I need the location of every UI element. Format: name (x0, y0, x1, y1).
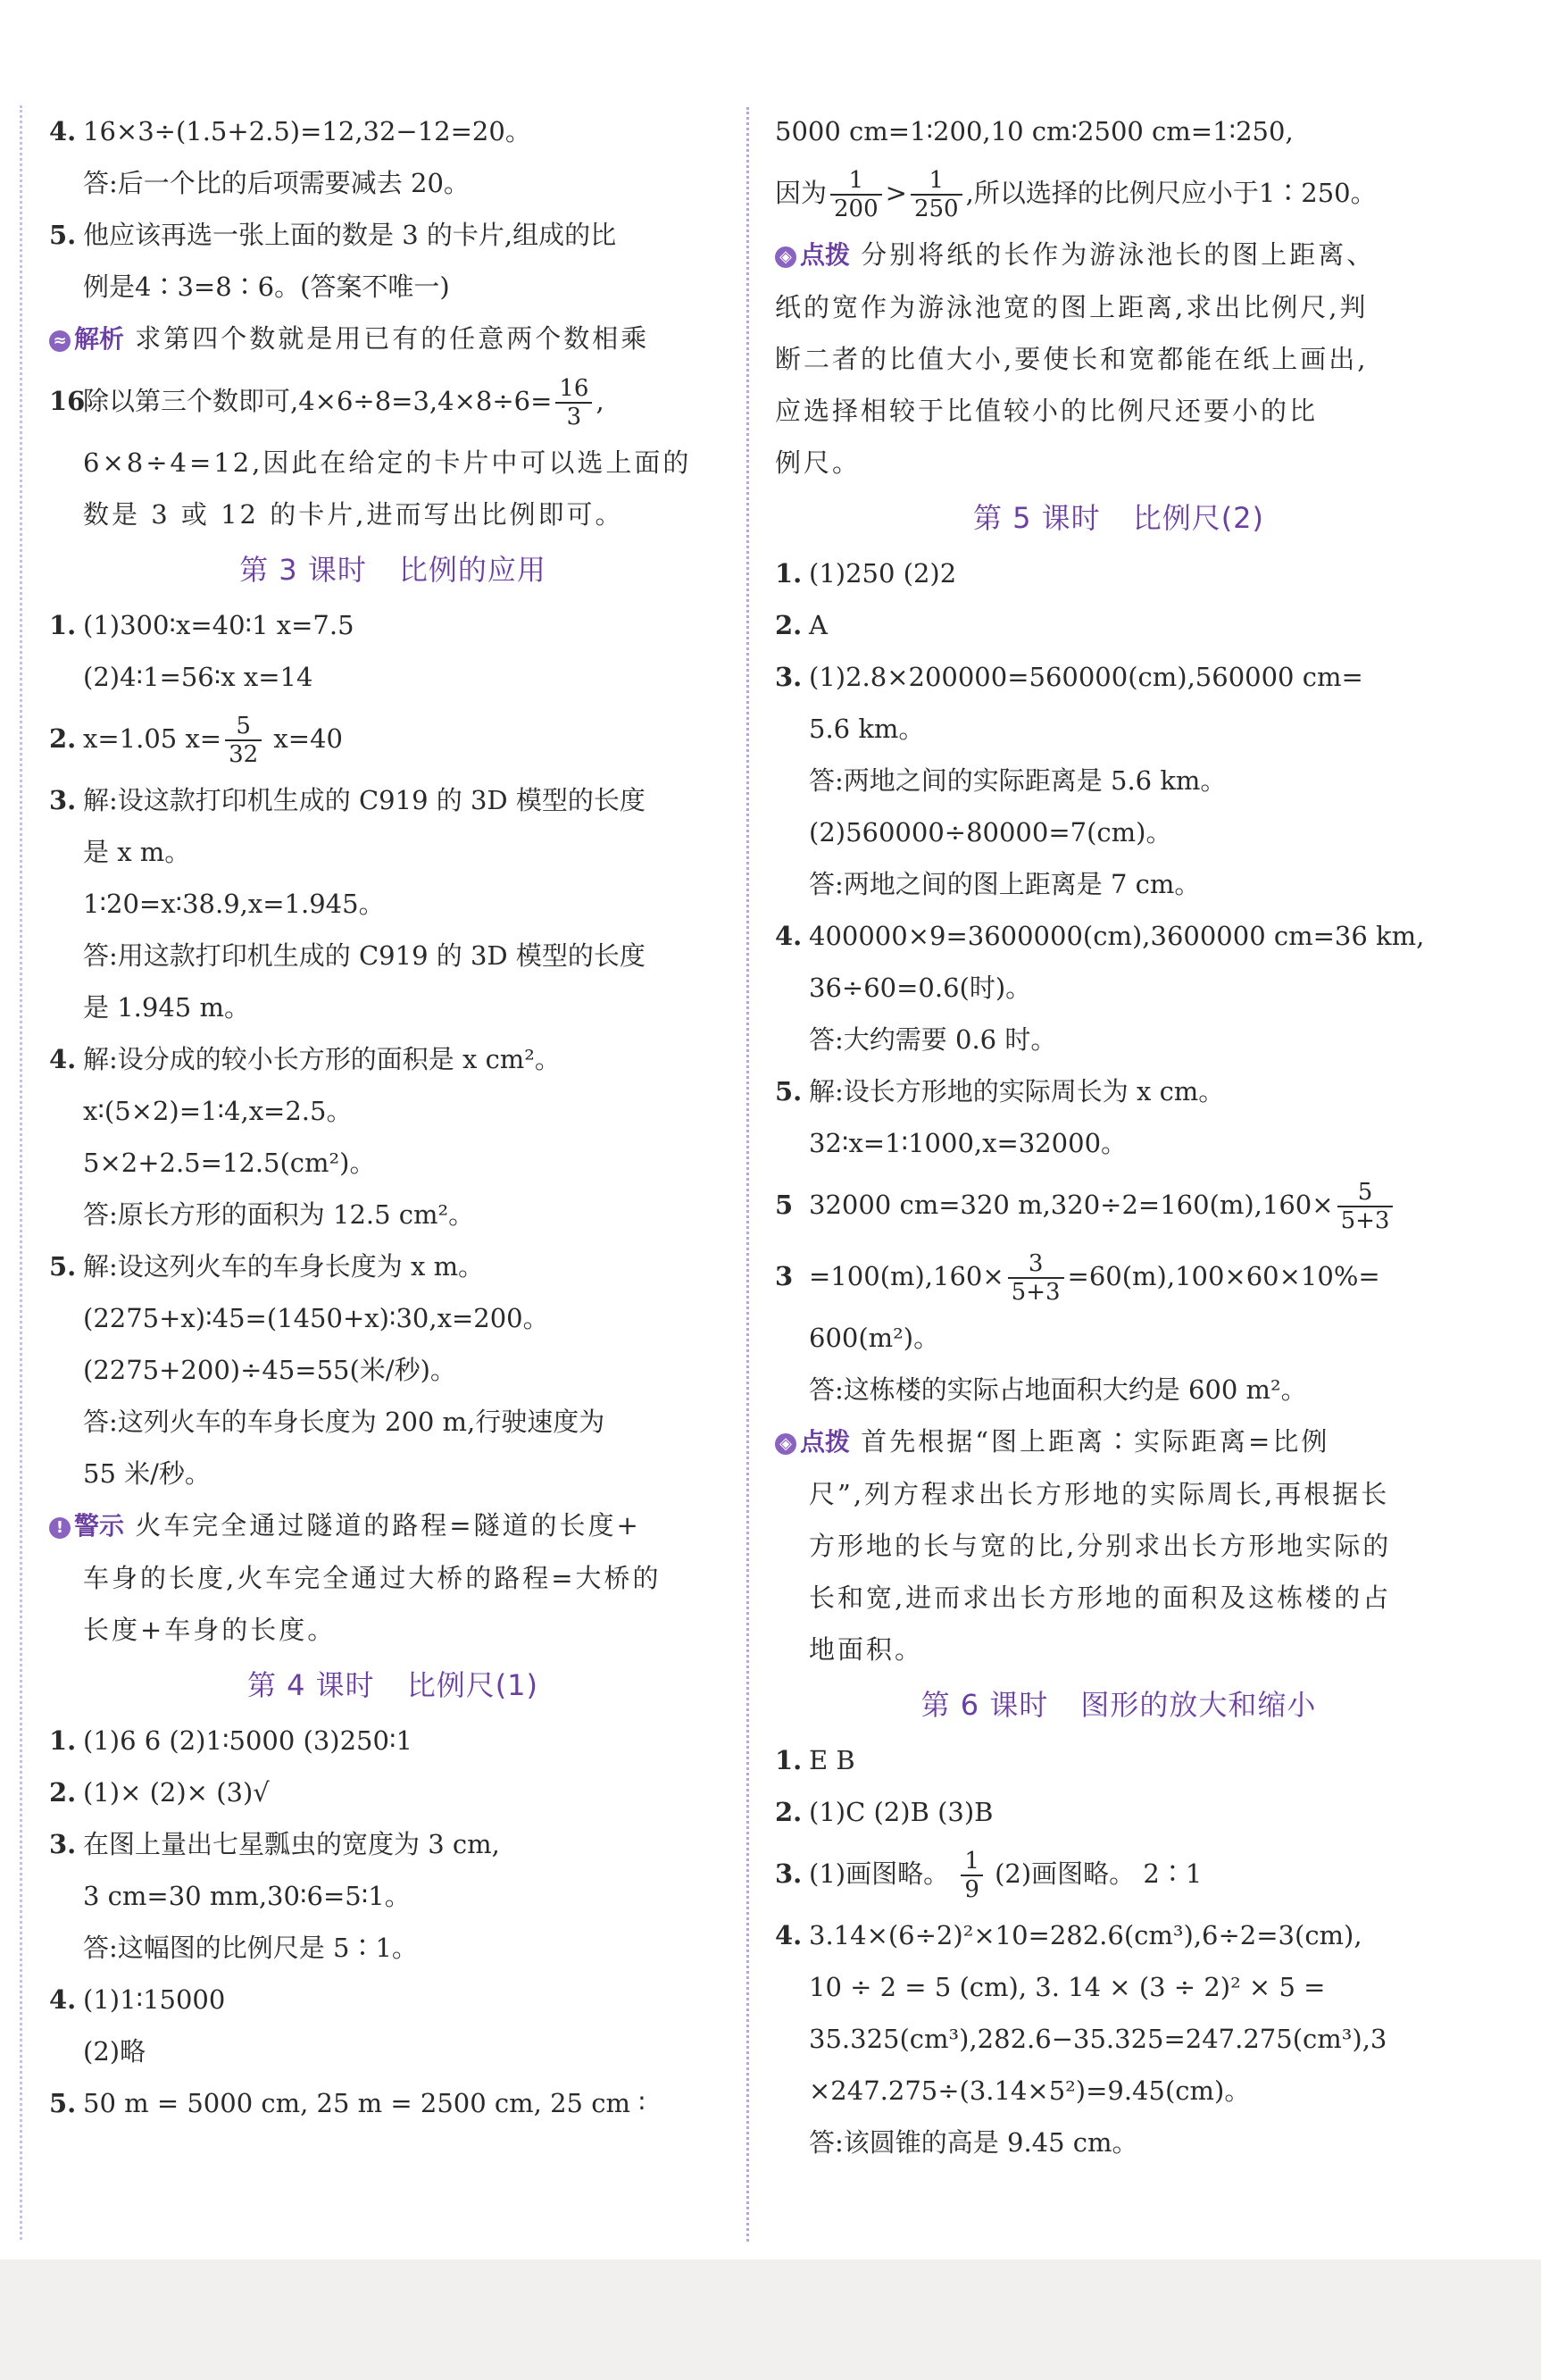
note-label: 解析 (74, 324, 125, 354)
question-number: 3 (775, 1261, 794, 1291)
line-text: (2)4∶1=56∶x x=14 (83, 662, 313, 692)
answer-line (775, 1415, 1462, 1468)
line-text: (1)2.8×200000=560000(cm),560000 cm= (809, 662, 1363, 692)
line-text: E B (809, 1745, 855, 1775)
answer-line (49, 437, 737, 489)
question-number: 1. (775, 558, 803, 589)
note-text: 火车完全通过隧道的路程=隧道的长度+ (124, 1510, 641, 1541)
answer-line (775, 1909, 1462, 1961)
line-text: 他应该再选一张上面的数是 3 的卡片,组成的比 (83, 220, 617, 250)
line-text: 1∶20=x∶38.9,x=1.945。 (83, 889, 385, 919)
answer-line (49, 1818, 737, 1870)
answer-line (775, 385, 1462, 437)
fraction-denominator: 5+3 (1340, 1207, 1390, 1234)
answer-line (49, 1396, 737, 1448)
fraction-denominator: 9 (964, 1876, 979, 1903)
section-title: 图形的放大和缩小 (1080, 1688, 1317, 1722)
line-text: 50 m = 5000 cm, 25 m = 2500 cm, 25 cm ∶ (83, 2088, 646, 2118)
answer-line (49, 2025, 737, 2077)
answer-line (775, 2117, 1462, 2168)
fraction (830, 167, 882, 222)
line-text: =100(m),160× (809, 1261, 1004, 1291)
answer-line (49, 930, 737, 981)
answer-line (775, 1364, 1462, 1415)
answer-line (775, 1624, 1462, 1675)
line-text: 长和宽,进而求出长方形地的面积及这栋楼的占 (809, 1582, 1392, 1613)
line-text: (1)1∶15000 (83, 1984, 226, 2015)
answer-line (775, 2013, 1462, 2065)
note-text: 首先根据“图上距离∶实际距离=比例 (850, 1426, 1330, 1457)
fraction-denominator: 3 (566, 404, 582, 430)
answer-line (775, 1961, 1462, 2013)
section-title: 比例尺(2) (1132, 501, 1265, 535)
answer-line (49, 1033, 737, 1085)
line-text: 32∶x=1∶1000,x=32000。 (809, 1128, 1128, 1158)
fraction-denominator: 200 (834, 196, 879, 222)
answer-line (49, 1344, 737, 1396)
line-text: 解:设分成的较小长方形的面积是 x cm²。 (83, 1044, 561, 1074)
line-text: 数是 3 或 12 的卡片,进而写出比例即可。 (83, 499, 624, 530)
note-tag (775, 240, 850, 270)
line-text: (2)560000÷80000=7(cm)。 (809, 817, 1172, 848)
line-text: 是 x m。 (83, 837, 191, 867)
answer-line (49, 489, 737, 540)
answer-line (49, 1715, 737, 1766)
note-icon: ! (49, 1517, 71, 1539)
line-text: 35.325(cm³),282.6−35.325=247.275(cm³),3 (809, 2024, 1387, 2054)
line-text: 36÷60=0.6(时)。 (809, 973, 1032, 1003)
question-number: 5. (775, 1076, 803, 1106)
fraction (911, 167, 962, 222)
line-text: x∶(5×2)=1∶4,x=2.5。 (83, 1096, 353, 1126)
question-number: 4. (49, 1984, 77, 2015)
line-text: 应选择相较于比值较小的比例尺还要小的比 (775, 396, 1319, 426)
note-text: 求第四个数就是用已有的任意两个数相乘 (124, 323, 650, 354)
note-icon: ◈ (775, 1433, 796, 1455)
line-text: 断二者的比值大小,要使长和宽都能在纸上画出, (775, 344, 1369, 374)
line-text: 尺”,列方程求出长方形地的实际周长,再根据长 (809, 1479, 1390, 1509)
answer-line (775, 1520, 1462, 1572)
line-text: 答:该圆锥的高是 9.45 cm。 (809, 2127, 1138, 2158)
question-number: 4. (49, 116, 77, 146)
fraction (1337, 1179, 1394, 1234)
line-text: 例是4∶3=8∶6。(答案不唯一) (83, 271, 450, 302)
line-text: 解:设长方形地的实际周长为 x cm。 (809, 1076, 1225, 1106)
fraction (225, 713, 262, 768)
line-text: (1)C (2)B (3)B (809, 1797, 994, 1827)
question-number: 5. (49, 1251, 77, 1282)
fraction-numerator: 5 (225, 713, 262, 741)
question-number: 4. (49, 1044, 77, 1074)
line-text: 600(m²)。 (809, 1323, 940, 1353)
section-number: 第 4 课时 (246, 1668, 375, 1702)
answer-line (775, 1169, 1462, 1240)
fraction (1008, 1250, 1064, 1306)
line-text: (2275+x)∶45=(1450+x)∶30,x=200。 (83, 1303, 549, 1333)
question-number: 5. (49, 2088, 77, 2118)
fraction-numerator: 1 (830, 167, 882, 196)
note-label: 点拨 (800, 240, 851, 270)
answer-line (49, 1604, 737, 1656)
answer-line (775, 599, 1462, 651)
question-number: 4. (775, 1920, 803, 1950)
line-text: 解:设这列火车的车身长度为 x m。 (83, 1251, 485, 1282)
line-text: 答:这列火车的车身长度为 200 m,行驶速度为 (83, 1407, 605, 1437)
answer-line (775, 547, 1462, 599)
question-number: 4. (775, 921, 803, 951)
line-text: (1)6 6 (2)1∶5000 (3)250∶1 (83, 1725, 412, 1756)
question-number: 2. (49, 723, 77, 754)
answer-line (775, 1065, 1462, 1117)
note-icon: ◈ (775, 246, 796, 268)
question-number: 5. (49, 220, 77, 250)
line-text: 答:大约需要 0.6 时。 (809, 1024, 1057, 1055)
answer-line (49, 105, 737, 157)
column-divider (746, 107, 749, 2242)
line-text: 答:后一个比的后项需要减去 20。 (83, 168, 470, 198)
fraction-numerator: 1 (911, 167, 962, 196)
line-text: 答:这幅图的比例尺是 5∶1。 (83, 1933, 418, 1963)
answer-line (49, 826, 737, 878)
answer-line (775, 333, 1462, 385)
question-number: 1. (49, 610, 77, 640)
line-text: 纸的宽作为游泳池宽的图上距离,求出比例尺,判 (775, 292, 1369, 322)
line-text: 6×8÷4=12,因此在给定的卡片中可以选上面的 (83, 447, 692, 478)
answer-line (49, 313, 737, 365)
note-label: 点拨 (800, 1427, 851, 1457)
answer-line (775, 651, 1462, 703)
section-number: 第 6 课时 (920, 1688, 1049, 1722)
fraction-denominator: 5+3 (1011, 1279, 1061, 1306)
fraction-numerator: 3 (1008, 1250, 1064, 1279)
answer-line (49, 157, 737, 209)
answer-line (49, 1922, 737, 1974)
answer-line (775, 437, 1462, 489)
section-number: 第 3 课时 (239, 553, 367, 587)
line-text: x=40 (265, 723, 343, 754)
answer-line (775, 1786, 1462, 1838)
answer-line (775, 157, 1462, 229)
answer-line (775, 105, 1462, 157)
answer-line (775, 281, 1462, 333)
answer-line (775, 2065, 1462, 2117)
line-text: A (809, 610, 828, 640)
answer-line (49, 1085, 737, 1137)
answer-line (775, 755, 1462, 806)
line-text: (2)略 (83, 2036, 146, 2067)
answer-line (49, 1292, 737, 1344)
answer-line (49, 981, 737, 1033)
line-text: 3 cm=30 mm,30∶6=5∶1。 (83, 1881, 411, 1911)
line-text: 3.14×(6÷2)²×10=282.6(cm³),6÷2=3(cm), (809, 1920, 1362, 1950)
section-title: 比例的应用 (398, 553, 546, 587)
section-heading (49, 542, 737, 597)
line-text: (2275+200)÷45=55(米/秒)。 (83, 1355, 456, 1385)
note-tag (49, 324, 124, 354)
answer-line (775, 1240, 1462, 1312)
question-number: 3. (49, 785, 77, 815)
answer-line (775, 910, 1462, 962)
answer-line (49, 2077, 737, 2129)
answer-line (775, 1838, 1462, 1909)
line-text: ,所以选择的比例尺应小于1∶250。 (965, 178, 1377, 208)
answer-line (49, 365, 737, 437)
line-text: (1)300∶x=40∶1 x=7.5 (83, 610, 354, 640)
answer-line (49, 1499, 737, 1552)
answer-line (49, 1137, 737, 1189)
line-text: 5000 cm=1∶200,10 cm∶2500 cm=1∶250, (775, 116, 1294, 146)
line-text: 是 1.945 m。 (83, 992, 250, 1023)
answer-line (49, 651, 737, 703)
line-text: 5.6 km。 (809, 714, 925, 744)
answer-line (775, 1734, 1462, 1786)
fraction-numerator: 1 (961, 1848, 983, 1876)
section-heading (775, 490, 1462, 546)
answer-line (775, 229, 1462, 281)
question-number: 3. (775, 662, 803, 692)
answer-line (49, 1189, 737, 1240)
note-tag (49, 1511, 124, 1541)
answer-line (49, 774, 737, 826)
line-text: 车身的长度,火车完全通过大桥的路程=大桥的 (83, 1563, 662, 1593)
answer-line (775, 1014, 1462, 1065)
line-text: 除以第三个数即可,4×6÷8=3,4×8÷6= (83, 386, 553, 416)
answer-line (49, 703, 737, 774)
answer-line (775, 703, 1462, 755)
question-number: 16 (49, 386, 86, 416)
line-text: x=1.05 x= (83, 723, 222, 754)
question-number: 1. (49, 1725, 77, 1756)
line-text: 方形地的长与宽的比,分别求出长方形地实际的 (809, 1531, 1392, 1561)
line-text: 400000×9=3600000(cm),3600000 cm=36 km, (809, 921, 1425, 951)
line-text: 在图上量出七星瓢虫的宽度为 3 cm, (83, 1829, 500, 1859)
question-number: 1. (775, 1745, 803, 1775)
answer-line (49, 1766, 737, 1818)
question-number: 2. (775, 1797, 803, 1827)
line-text: 10 ÷ 2 = 5 (cm), 3. 14 × (3 ÷ 2)² × 5 = (809, 1972, 1326, 2002)
question-number: 5 (775, 1190, 794, 1220)
fraction (555, 375, 592, 430)
line-text: 答:两地之间的实际距离是 5.6 km。 (809, 765, 1227, 796)
line-text: (1)250 (2)2 (809, 558, 957, 589)
line-text: ×247.275÷(3.14×5²)=9.45(cm)。 (809, 2075, 1251, 2106)
answer-line (49, 599, 737, 651)
left-edge-rule (20, 105, 22, 2240)
note-label: 警示 (74, 1511, 125, 1541)
left-column (49, 105, 737, 2129)
line-text: (1)画图略。 (809, 1858, 958, 1889)
answer-line (775, 1117, 1462, 1169)
answer-line (49, 1552, 737, 1604)
answer-line (775, 962, 1462, 1014)
fraction-numerator: 5 (1337, 1179, 1394, 1207)
answer-line (775, 1572, 1462, 1624)
line-text: 长度+车身的长度。 (83, 1615, 337, 1645)
answer-line (775, 858, 1462, 910)
line-text: 因为 (775, 178, 828, 208)
answer-line (49, 1870, 737, 1922)
answer-line (775, 1468, 1462, 1520)
question-number: 3. (49, 1829, 77, 1859)
line-text: 55 米/秒。 (83, 1458, 211, 1489)
note-text: 分别将纸的长作为游泳池长的图上距离、 (850, 239, 1376, 270)
question-number: 2. (49, 1777, 77, 1808)
line-text: 解:设这款打印机生成的 C919 的 3D 模型的长度 (83, 785, 646, 815)
question-number: 3. (775, 1858, 803, 1889)
bottom-shade (0, 2259, 1541, 2380)
answer-line (49, 1974, 737, 2025)
line-text: =60(m),100×60×10%= (1067, 1261, 1380, 1291)
line-text: 32000 cm=320 m,320÷2=160(m),160× (809, 1190, 1334, 1220)
section-title: 比例尺(1) (406, 1668, 539, 1702)
line-text: 16×3÷(1.5+2.5)=12,32−12=20。 (83, 116, 531, 146)
line-text: 答:原长方形的面积为 12.5 cm²。 (83, 1199, 475, 1230)
section-heading (775, 1677, 1462, 1733)
section-heading (49, 1658, 737, 1713)
answer-line (775, 1312, 1462, 1364)
fraction-denominator: 32 (229, 741, 259, 768)
answer-line (49, 1448, 737, 1499)
line-text: (1)× (2)× (3)√ (83, 1777, 270, 1808)
right-column (775, 105, 1462, 2168)
answer-line (49, 209, 737, 261)
question-number: 2. (775, 610, 803, 640)
fraction (961, 1848, 983, 1903)
line-text: > (885, 178, 907, 208)
fraction-denominator: 250 (913, 196, 959, 222)
answer-line (49, 1240, 737, 1292)
answer-line (775, 806, 1462, 858)
line-text: 例尺。 (775, 447, 862, 478)
line-text: 答:这栋楼的实际占地面积大约是 600 m²。 (809, 1374, 1307, 1405)
note-icon: ≈ (49, 330, 71, 352)
line-text: 答:用这款打印机生成的 C919 的 3D 模型的长度 (83, 940, 646, 971)
line-text: 5×2+2.5=12.5(cm²)。 (83, 1148, 376, 1178)
line-text: 答:两地之间的图上距离是 7 cm。 (809, 869, 1201, 899)
answer-line (49, 261, 737, 313)
section-number: 第 5 课时 (972, 501, 1101, 535)
fraction-numerator: 16 (555, 375, 592, 404)
line-text: 地面积。 (809, 1634, 924, 1665)
line-text: (2)画图略。 2∶1 (986, 1858, 1203, 1889)
note-tag (775, 1427, 850, 1457)
answer-line (49, 878, 737, 930)
line-text: , (596, 386, 604, 416)
